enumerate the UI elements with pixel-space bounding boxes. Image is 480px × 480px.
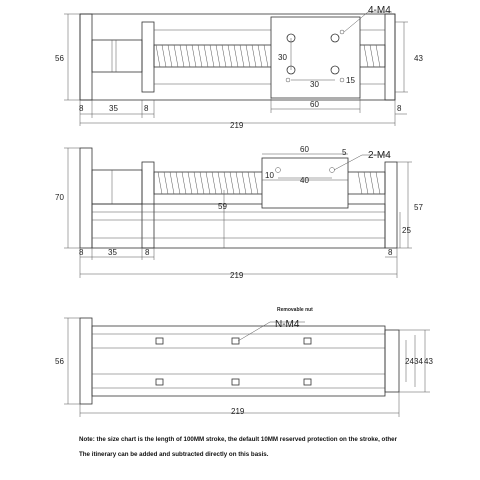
removable-nuts	[156, 338, 311, 385]
top-view	[55, 5, 423, 130]
removable-label: Removable nut	[277, 307, 313, 313]
nut	[156, 338, 163, 344]
top-dim-total: 219	[230, 121, 244, 130]
side-dim-position: 59	[218, 202, 227, 211]
side-dim-height-total: 70	[55, 193, 64, 202]
bottom-dim-height-c: 43	[424, 357, 433, 366]
top-dim-hole-h: 30	[310, 80, 319, 89]
top-dim-height-left: 56	[55, 54, 64, 63]
bottom-view	[55, 307, 433, 417]
side-dim-end-mid: 8	[145, 248, 150, 257]
side-dim-motor-len: 35	[108, 248, 117, 257]
side-dim-hole-spacing: 40	[300, 176, 309, 185]
side-dim-carriage-width: 60	[300, 145, 309, 154]
top-dim-carriage-width: 60	[310, 100, 319, 109]
side-dim-carriage-top: 5	[342, 148, 347, 157]
top-dim-end-left: 8	[79, 104, 84, 113]
bottom-dim-total: 219	[231, 407, 245, 416]
nut	[156, 379, 163, 385]
side-dim-hole-offset: 10	[265, 171, 274, 180]
side-dim-total: 219	[230, 271, 244, 280]
nut	[232, 338, 239, 344]
top-dim-hole-edge: 15	[346, 76, 355, 85]
top-dim-end-right: 8	[397, 104, 402, 113]
side-dim-end-left: 8	[79, 248, 84, 257]
nut	[232, 379, 239, 385]
bottom-dim-height-left: 56	[55, 357, 64, 366]
top-dim-end-mid: 8	[144, 104, 149, 113]
bottom-dim-height-a: 24	[405, 357, 414, 366]
bottom-dim-height-b: 34	[414, 357, 423, 366]
top-dim-height-right: 43	[414, 54, 423, 63]
bottom-hole-label: N-M4	[275, 319, 300, 330]
nut	[304, 379, 311, 385]
side-dim-base-height: 25	[402, 226, 411, 235]
top-dim-motor-len: 35	[109, 104, 118, 113]
top-hole-label: 4-M4	[368, 5, 391, 16]
note-line-2: The itinerary can be added and subtracted directly on this basis.	[79, 451, 269, 458]
side-hole-label: 2-M4	[368, 150, 391, 161]
side-dim-end-right: 8	[388, 248, 393, 257]
note-line-1: Note: the size chart is the length of 100MM stroke, the default 10MM reserved protection on the stroke, other	[79, 436, 398, 443]
nut	[304, 338, 311, 344]
top-dim-hole-v: 30	[278, 53, 287, 62]
side-view	[55, 145, 423, 280]
side-dim-height-rail: 57	[414, 203, 423, 212]
